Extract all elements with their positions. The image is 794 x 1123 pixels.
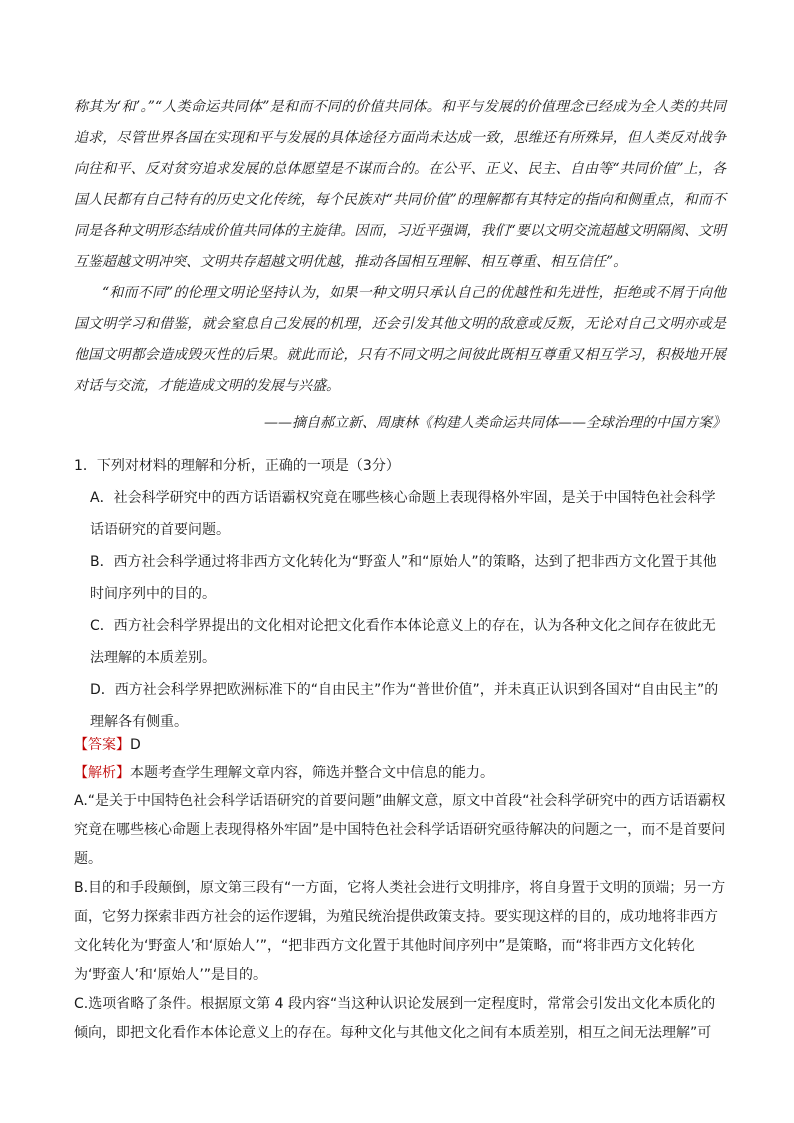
answer-label: 【答案】: [74, 737, 130, 753]
analysis-b: B.目的和手段颠倒，原文第三段有“一方面，它将人类社会进行文明排序，将自身置于文明的顶端；另一方面，它努力探索非西方社会的运作逻辑，为殖民统治提供政策支持。要实现这样的目的，成功地将非西方文化转化为‘野蛮人’和‘原始人’”，“把非西方文化置于其他时间序列中”是策略，而“将非西方文化转化为‘野蛮人’和‘原始人’”是目的。: [74, 880, 726, 983]
analysis-c: C.选项省略了条件。根据原文第 4 段内容“当这种认识论发展到一定程度时，常常会引发出文化本质化的倾向，即把文化看作本体论意义上的存在。每种文化与其他文化之间有本质差别，相互之间无法理解”可: [74, 996, 716, 1041]
analysis-intro-line: [74, 759, 726, 787]
passage-paragraph-2: “和而不同”的伦理文明论坚持认为，如果一种文明只承认自己的优越性和先进性，拒绝或不屑于向他国文明学习和借鉴，就会窒息自己发展的机理，还会引发其他文明的敌意或反叛，无论对自己文明亦或是他国文明都会造成毁灭性的后果。就此而论，只有不同文明之间彼此既相互尊重又相互学习，积极地开展对话与交流，才能造成文明的发展与兴盛。: [74, 285, 726, 394]
question-1: [74, 450, 726, 738]
analysis-a: A.“是关于中国特色社会科学话语研究的首要问题”曲解文意，原文中首段“社会科学研究中的西方话语霸权究竟在哪些核心命题上表现得格外牢固”是中国特色社会科学话语研究亟待解决的问题之一，而不是首要问题。: [74, 793, 726, 867]
answer-line: [74, 731, 726, 759]
analysis-intro: 本题考查学生理解文章内容，筛选并整合文中信息的能力。: [130, 765, 494, 781]
question-stem: 1．下列对材料的理解和分析，正确的一项是（3分）: [74, 458, 400, 474]
option-c: C．西方社会科学界提出的文化相对论把文化看作本体论意义上的存在，认为各种文化之间存在彼此无法理解的本质差别。: [90, 618, 716, 666]
option-d: D．西方社会科学界把欧洲标准下的“自由民主”作为“普世价值”，并未真正认识到各国对“自由民主”的理解各有侧重。: [90, 682, 719, 730]
option-b: B．西方社会科学通过将非西方文化转化为“野蛮人”和“原始人”的策略，达到了把非西方文化置于其他时间序列中的目的。: [90, 554, 717, 602]
reading-passage: [74, 92, 726, 402]
answer-value: D: [130, 737, 141, 753]
passage-source: ——摘自郝立新、周康林《构建人类命运共同体——全球治理的中国方案》: [264, 415, 726, 431]
option-a: A．社会科学研究中的西方话语霸权究竟在哪些核心命题上表现得格外牢固，是关于中国特色社会科学话语研究的首要问题。: [90, 490, 716, 538]
passage-paragraph-1: 称其为‘和’。”“人类命运共同体”是和而不同的价值共同体。和平与发展的价值理念已经成为全人类的共同追求，尽管世界各国在实现和平与发展的具体途径方面尚未达成一致，思维还有所殊异，但人类反对战争向往和平、反对贫穷追求发展的总体愿望是不谋而合的。在公平、正义、民主、自由等“共同价值”上，各国人民都有自己特有的历史文化传统，每个民族对“共同价值”的理解都有其特定的指向和侧重点，和而不同是各种文明形态结成价值共同体的主旋律。因而，习近平强调，我们“要以文明交流超越文明隔阂、文明互鉴超越文明冲突、文明共存超越文明优越，推动各国相互理解、相互尊重、相互信任”。: [74, 99, 726, 270]
analysis-label: 【解析】: [74, 765, 130, 781]
answer-section: [74, 731, 726, 1048]
